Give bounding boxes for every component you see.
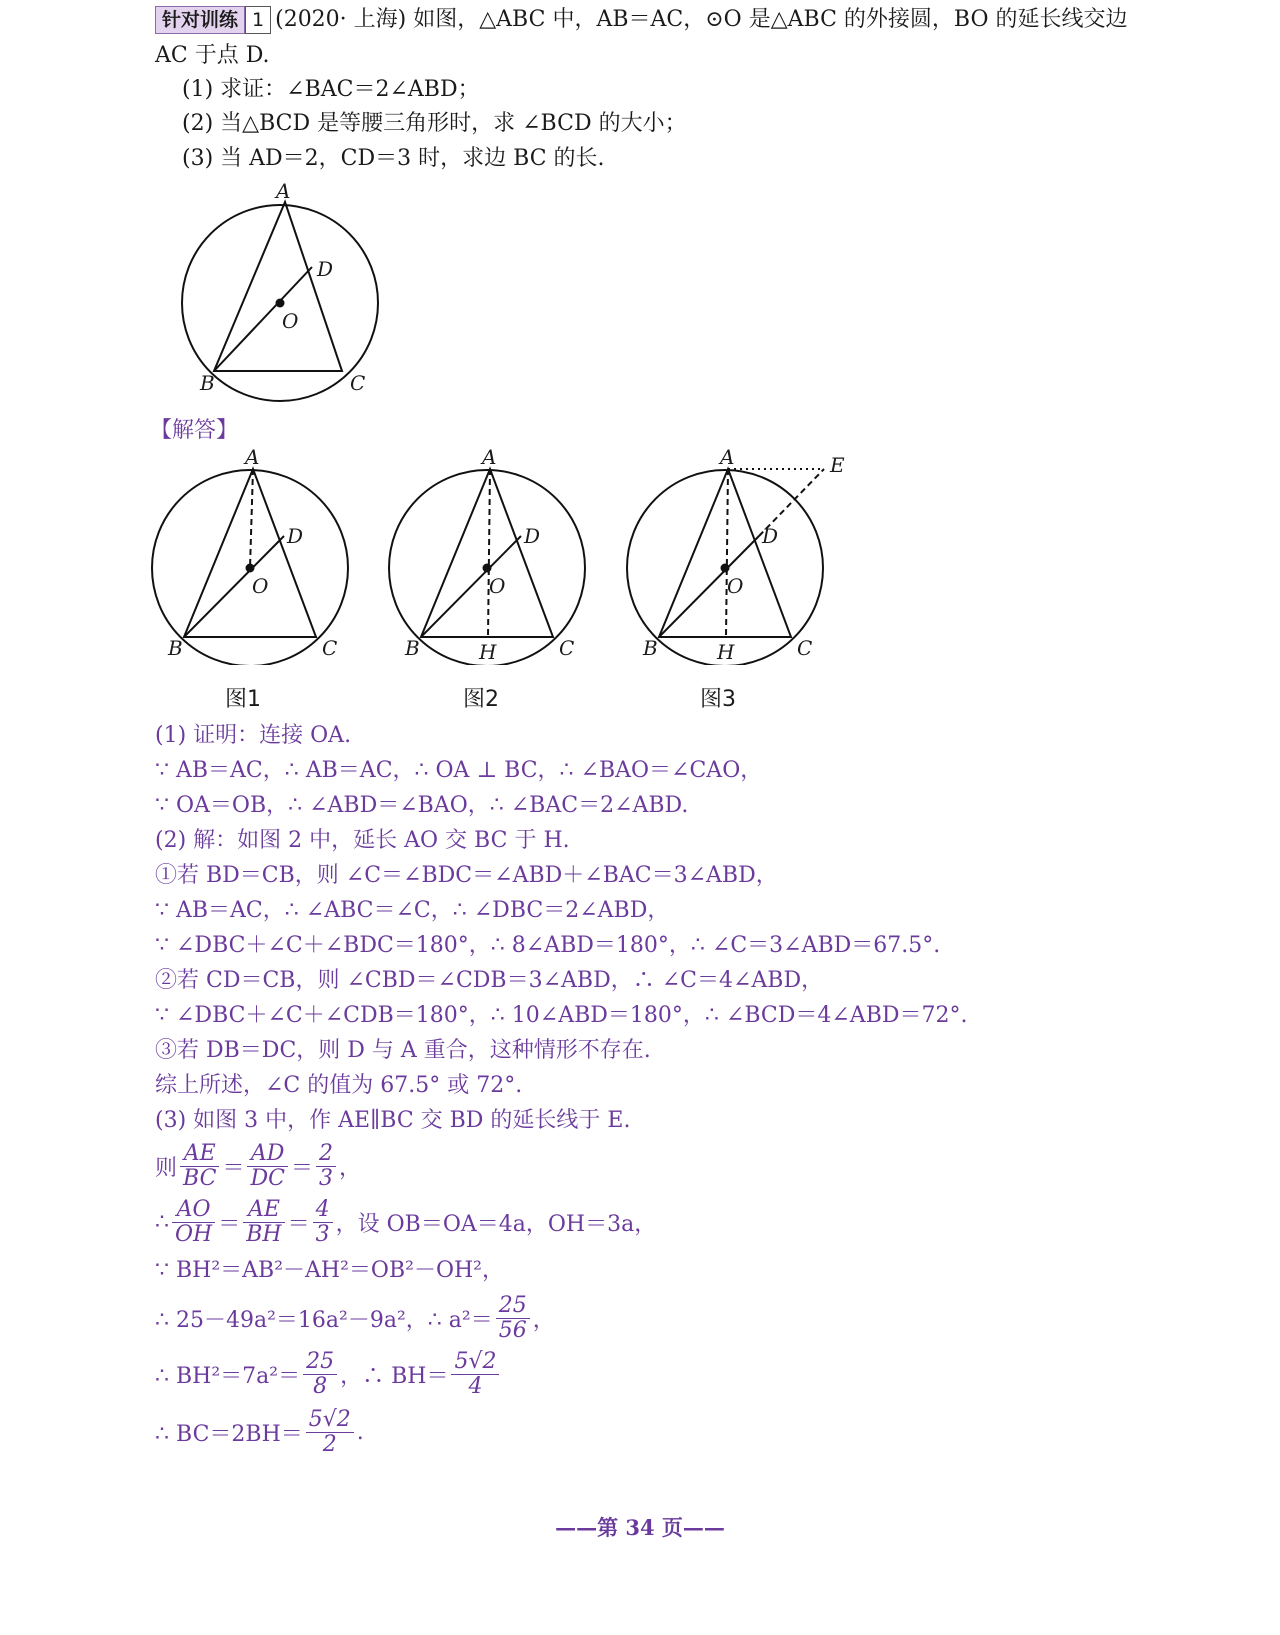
problem-number: 1 [245, 6, 271, 34]
fig1-label-a: A [245, 445, 260, 469]
fig3-label-b: B [643, 636, 658, 660]
solution-line-6: ∵ AB＝AC，∴ ∠ABC＝∠C，∴ ∠DBC＝2∠ABD， [155, 898, 670, 923]
label-c: C [350, 371, 366, 395]
fig3-label-d: D [762, 524, 779, 548]
label-a: A [276, 180, 291, 203]
answer-heading: 【解答】 [150, 418, 239, 443]
fig3-label-a: A [720, 445, 735, 469]
fraction-25-56: $\frac{25}{56}$ [496, 1294, 530, 1343]
solution-line-5: ①若 BD＝CB，则 ∠C＝∠BDC＝∠ABD＋∠BAC＝3∠ABD， [155, 863, 778, 888]
fraction-ad-dc: $\frac{AD}{DC}$ [247, 1142, 287, 1191]
figure-2 [382, 445, 597, 665]
fraction-5root2-2: $\frac{5√2}{2}$ [306, 1408, 354, 1457]
fraction-2-3: $\frac{2}{3}$ [316, 1142, 336, 1191]
formula-line-5: ∴ BH²＝7a²＝ $\frac{25}{8}$ ，∴ BH＝ $\frac{5√2}{4}$ [155, 1346, 502, 1402]
solution-line-1: (1) 证明：连接 OA. [155, 723, 352, 748]
problem-line-1 [155, 6, 1128, 34]
formula-line-3: ∵ BH²＝AB²－AH²＝OB²－OH²， [155, 1258, 504, 1283]
practice-badge: 针对训练 [155, 6, 245, 34]
fig1-label-d: D [287, 524, 304, 548]
solution-line-7: ∵ ∠DBC＋∠C＋∠BDC＝180°，∴ 8∠ABD＝180°，∴ ∠C＝3∠ABD＝67.5°. [155, 933, 941, 958]
label-o: O [282, 309, 299, 333]
page-footer: ——第 34 页—— [555, 1515, 725, 1540]
figure-3 [620, 445, 860, 665]
fig1-label-o: O [252, 574, 269, 598]
problem-line-2: AC 于点 D. [155, 43, 270, 68]
fraction-ao-oh: $\frac{AO}{OH}$ [172, 1198, 215, 1247]
solution-line-8: ②若 CD＝CB，则 ∠CBD＝∠CDB＝3∠ABD，∴ ∠C＝4∠ABD， [155, 968, 824, 993]
formula-line-6: ∴ BC＝2BH＝ $\frac{5√2}{2}$ . [155, 1406, 364, 1457]
label-b: B [200, 371, 215, 395]
fig1-label-b: B [168, 636, 183, 660]
solution-line-10: ③若 DB＝DC，则 D 与 A 重合，这种情形不存在. [155, 1038, 651, 1063]
formula-line-4: ∴ 25－49a²＝16a²－9a²，∴ a²＝ $\frac{25}{56}$ ， [155, 1292, 555, 1343]
fig2-label-d: D [524, 524, 541, 548]
fig3-label-c: C [797, 636, 813, 660]
problem-part-2: (2) 当△BCD 是等腰三角形时，求 ∠BCD 的大小； [182, 111, 687, 136]
fraction-5root2-4: $\frac{5√2}{4}$ [451, 1350, 499, 1399]
fig2-label-b: B [405, 636, 420, 660]
problem-text-1: (2020· 上海) 如图，△ABC 中，AB＝AC，⊙O 是△ABC 的外接圆，BO 的延长线交边 [275, 7, 1128, 32]
solution-line-11: 综上所述，∠C 的值为 67.5° 或 72°. [155, 1073, 523, 1098]
fig2-label-h: H [479, 640, 497, 664]
fraction-4-3: $\frac{4}{3}$ [313, 1198, 333, 1247]
caption-figure-1: 图1 [225, 687, 261, 712]
formula-line-2: ∴ $\frac{AO}{OH}$ ＝ $\frac{AE}{BH}$ ＝ $\frac{4}{3}$ ，设 OB＝OA＝4a，OH＝3a， [155, 1196, 657, 1247]
formula-1-prefix: 则 [155, 1155, 178, 1181]
problem-figure [170, 180, 390, 410]
fraction-ae-bc: $\frac{AE}{BC}$ [180, 1142, 219, 1191]
caption-figure-3: 图3 [700, 687, 736, 712]
fig3-label-o: O [727, 574, 744, 598]
problem-part-3: (3) 当 AD＝2，CD＝3 时，求边 BC 的长. [182, 146, 605, 171]
formula-2-prefix: ∴ [155, 1209, 169, 1235]
fraction-25-8: $\frac{25}{8}$ [303, 1350, 337, 1399]
solution-line-2: ∵ AB＝AC，∴ AB＝AC，∴ OA ⊥ BC，∴ ∠BAO＝∠CAO， [155, 758, 763, 783]
label-d: D [317, 257, 334, 281]
solution-line-12: (3) 如图 3 中，作 AE∥BC 交 BD 的延长线于 E. [155, 1108, 631, 1133]
solution-line-9: ∵ ∠DBC＋∠C＋∠CDB＝180°，∴ 10∠ABD＝180°，∴ ∠BCD＝4∠ABD＝72°. [155, 1003, 968, 1028]
figure-1 [145, 445, 360, 665]
fig3-label-h: H [717, 640, 735, 664]
problem-part-1: (1) 求证：∠BAC＝2∠ABD； [182, 77, 480, 102]
fig3-label-e: E [830, 453, 845, 477]
fig2-label-a: A [482, 445, 497, 469]
fraction-ae-bh: $\frac{AE}{BH}$ [243, 1198, 284, 1247]
fig1-label-c: C [322, 636, 338, 660]
fig2-label-c: C [559, 636, 575, 660]
solution-line-3: ∵ OA＝OB，∴ ∠ABD＝∠BAO，∴ ∠BAC＝2∠ABD. [155, 793, 689, 818]
fig2-label-o: O [489, 574, 506, 598]
caption-figure-2: 图2 [463, 687, 499, 712]
solution-line-4: (2) 解：如图 2 中，延长 AO 交 BC 于 H. [155, 828, 570, 853]
formula-line-1: 则 $\frac{AE}{BC}$ ＝ $\frac{AD}{DC}$ ＝ $\frac{2}{3}$ ， [155, 1140, 361, 1191]
